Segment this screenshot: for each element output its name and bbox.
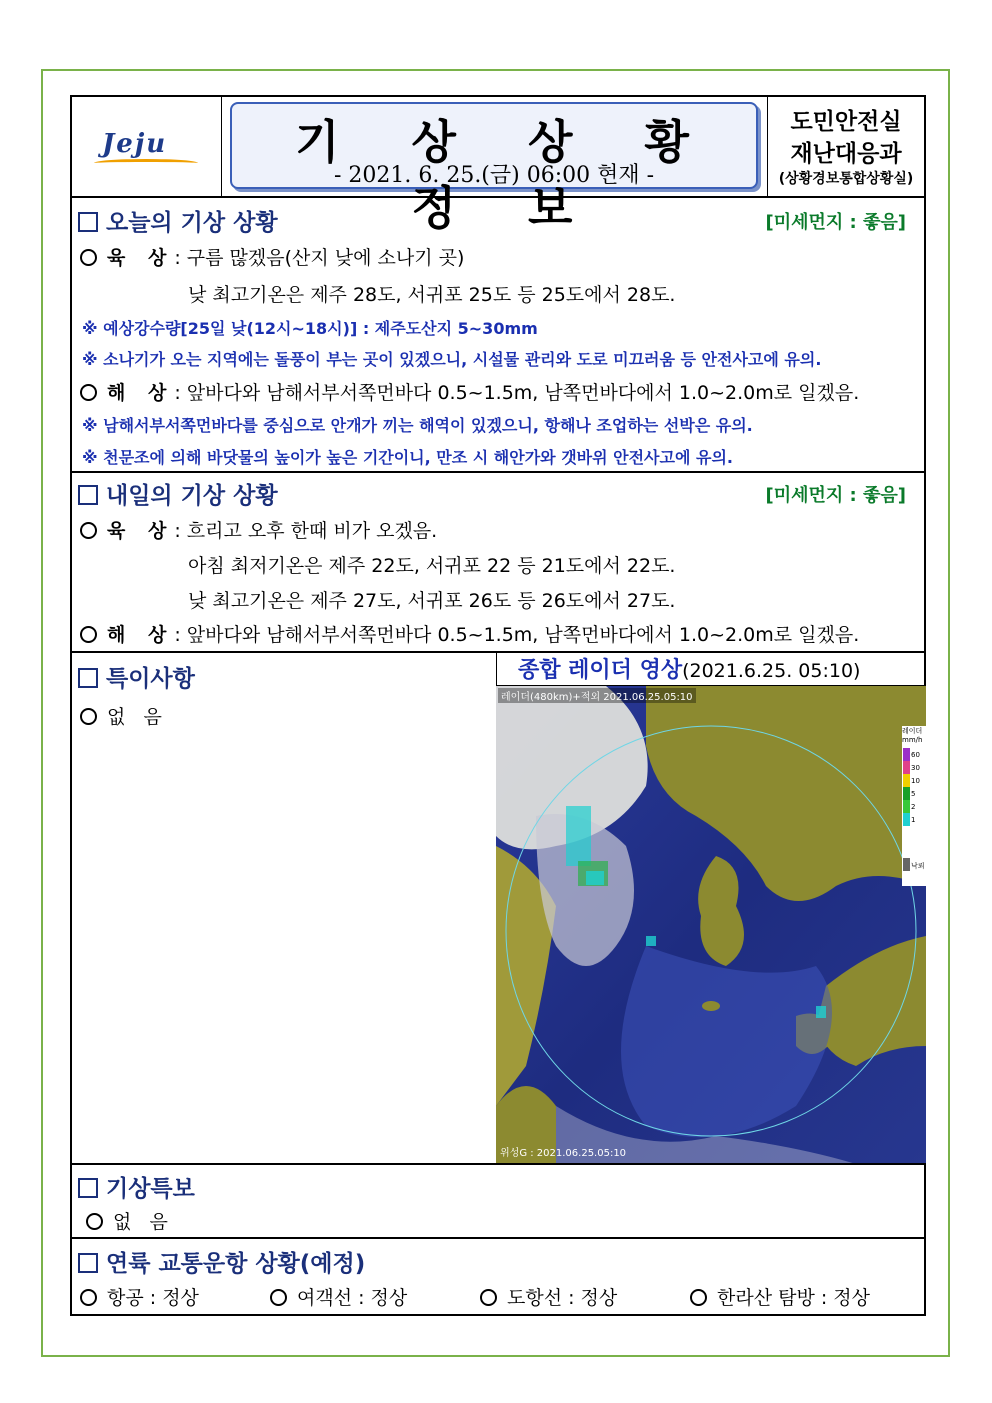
org-cell bbox=[768, 97, 924, 196]
legend-value: 5 bbox=[911, 790, 916, 798]
special-title-text: 특이사항 bbox=[106, 666, 195, 692]
traffic-ferry-text: 여객선 : 정상 bbox=[297, 1287, 408, 1309]
legend-value: 10 bbox=[911, 777, 920, 785]
tomorrow-sea-label: 해 상 bbox=[107, 624, 175, 646]
today-land-label: 육 상 bbox=[107, 247, 175, 269]
tomorrow-sea-line bbox=[80, 620, 859, 647]
legend-unit: mm/h bbox=[902, 736, 923, 744]
warning-item-text: 없 음 bbox=[113, 1211, 168, 1233]
legend-swatch bbox=[903, 800, 910, 813]
legend-swatch bbox=[903, 774, 910, 787]
legend-swatch bbox=[903, 787, 910, 800]
today-note-tide: ※ 천문조에 의해 바닷물의 높이가 높은 기간이니, 만조 시 해안가와 갯바위 안전사고에 유의. bbox=[82, 448, 733, 467]
traffic-island-ferry bbox=[480, 1283, 617, 1310]
checkbox-square-icon bbox=[78, 1178, 98, 1198]
circle-bullet-icon bbox=[80, 522, 97, 539]
divider bbox=[72, 471, 924, 473]
legend-value: 30 bbox=[911, 764, 920, 772]
radar-title-text: 종합 레이더 영상 bbox=[518, 658, 683, 683]
today-sea-label: 해 상 bbox=[107, 382, 175, 404]
today-note-shower: ※ 소나기가 오는 지역에는 돌풍이 부는 곳이 있겠으니, 시설물 관리와 도로 미끄러움 등 안전사고에 유의. bbox=[82, 350, 822, 369]
today-sea-text: : 앞바다와 남해서부서쪽먼바다 0.5~1.5m, 남쪽먼바다에서 1.0~2.0m로 일겠음. bbox=[174, 382, 860, 404]
today-note-fog: ※ 남해서부서쪽먼바다를 중심으로 안개가 끼는 해역이 있겠으니, 항해나 조업하는 선박은 유의. bbox=[82, 416, 753, 435]
special-section-title bbox=[78, 660, 195, 693]
circle-bullet-icon bbox=[270, 1289, 287, 1306]
org-name-1: 도민안전실 bbox=[790, 109, 902, 135]
circle-bullet-icon bbox=[80, 708, 97, 725]
tomorrow-title-text: 내일의 기상 상황 bbox=[106, 483, 278, 509]
legend-swatch bbox=[903, 748, 910, 761]
today-note-rainfall: ※ 예상강수량[25일 낮(12시~18시)] : 제주도산지 5~30mm bbox=[82, 319, 538, 338]
legend-swatch bbox=[903, 858, 910, 871]
today-land-text: : 구름 많겠음(산지 낮에 소나기 곳) bbox=[174, 247, 465, 269]
report-datetime: - 2021. 6. 25.(금) 06:00 현재 - bbox=[333, 163, 655, 188]
logo-cell bbox=[72, 97, 222, 196]
traffic-hallasan-text: 한라산 탐방 : 정상 bbox=[717, 1287, 870, 1309]
today-dust-badge: [미세먼지 : 좋음] bbox=[765, 212, 906, 233]
divider bbox=[72, 1163, 924, 1165]
title-box bbox=[230, 102, 758, 235]
legend-value: 1 bbox=[911, 816, 916, 824]
today-sea-line bbox=[80, 378, 859, 405]
radar-time: (2021.6.25. 05:10) bbox=[682, 660, 861, 682]
tomorrow-section-title bbox=[78, 477, 278, 510]
checkbox-square-icon bbox=[78, 1253, 98, 1273]
jeju-logo bbox=[94, 129, 204, 169]
tomorrow-dust-badge: [미세먼지 : 좋음] bbox=[765, 485, 906, 506]
weather-report bbox=[70, 95, 926, 1316]
circle-bullet-icon bbox=[480, 1289, 497, 1306]
radar-title bbox=[518, 653, 860, 684]
today-temp-line: 낮 최고기온은 제주 28도, 서귀포 25도 등 25도에서 28도. bbox=[188, 284, 676, 306]
radar-footer: 위성G : 2021.06.25.05:10 bbox=[500, 1148, 627, 1159]
traffic-ferry bbox=[270, 1283, 407, 1310]
logo-text: Jeju bbox=[102, 129, 168, 159]
traffic-air bbox=[80, 1283, 199, 1310]
traffic-island-ferry-text: 도항선 : 정상 bbox=[507, 1287, 618, 1309]
legend-lightning: 낙뢰 bbox=[911, 862, 925, 870]
circle-bullet-icon bbox=[690, 1289, 707, 1306]
checkbox-square-icon bbox=[78, 212, 98, 232]
circle-bullet-icon bbox=[80, 384, 97, 401]
legend-swatch bbox=[903, 761, 910, 774]
circle-bullet-icon bbox=[80, 249, 97, 266]
tomorrow-sea-text: : 앞바다와 남해서부서쪽먼바다 0.5~1.5m, 남쪽먼바다에서 1.0~2.0m로 일겠음. bbox=[174, 624, 860, 646]
today-land-line bbox=[80, 243, 464, 270]
logo-swoosh-icon bbox=[94, 159, 198, 167]
title-cell bbox=[222, 97, 768, 235]
traffic-hallasan bbox=[690, 1283, 870, 1310]
radar-caption: 레이더(480km)+적외 2021.06.25.05:10 bbox=[498, 688, 696, 703]
traffic-air-text: 항공 : 정상 bbox=[107, 1287, 199, 1309]
tomorrow-land-label: 육 상 bbox=[107, 520, 175, 542]
traffic-title-text: 연륙 교통운항 상황(예정) bbox=[106, 1251, 366, 1277]
warning-section-title bbox=[78, 1170, 195, 1203]
today-title-text: 오늘의 기상 상황 bbox=[106, 210, 278, 236]
tomorrow-land-text: : 흐리고 오후 한때 비가 오겠음. bbox=[174, 520, 438, 542]
circle-bullet-icon bbox=[86, 1213, 103, 1230]
circle-bullet-icon bbox=[80, 1289, 97, 1306]
legend-value: 2 bbox=[911, 803, 916, 811]
radar-map-graphic bbox=[496, 686, 926, 1163]
today-section-title bbox=[78, 204, 278, 237]
radar-satellite-image bbox=[496, 685, 926, 1163]
org-name-3: (상황경보통합상황실) bbox=[778, 171, 914, 187]
tomorrow-min-temp-line: 아침 최저기온은 제주 22도, 서귀포 22 등 21도에서 22도. bbox=[188, 555, 676, 577]
warning-title-text: 기상특보 bbox=[106, 1176, 195, 1202]
special-item bbox=[80, 702, 162, 729]
page-title: 기 상 상 황 정 보 bbox=[295, 115, 717, 235]
tomorrow-land-line bbox=[80, 516, 437, 543]
circle-bullet-icon bbox=[80, 626, 97, 643]
checkbox-square-icon bbox=[78, 668, 98, 688]
tomorrow-max-temp-line: 낮 최고기온은 제주 27도, 서귀포 26도 등 26도에서 27도. bbox=[188, 590, 676, 612]
radar-legend bbox=[902, 726, 926, 886]
warning-item bbox=[86, 1207, 168, 1234]
traffic-section-title bbox=[78, 1245, 365, 1278]
org-name-2: 재난대응과 bbox=[790, 141, 902, 167]
legend-title: 레이더 bbox=[902, 727, 923, 735]
legend-value: 60 bbox=[911, 751, 920, 759]
divider bbox=[72, 1237, 924, 1239]
checkbox-square-icon bbox=[78, 485, 98, 505]
special-item-text: 없 음 bbox=[107, 706, 162, 728]
legend-swatch bbox=[903, 813, 910, 826]
